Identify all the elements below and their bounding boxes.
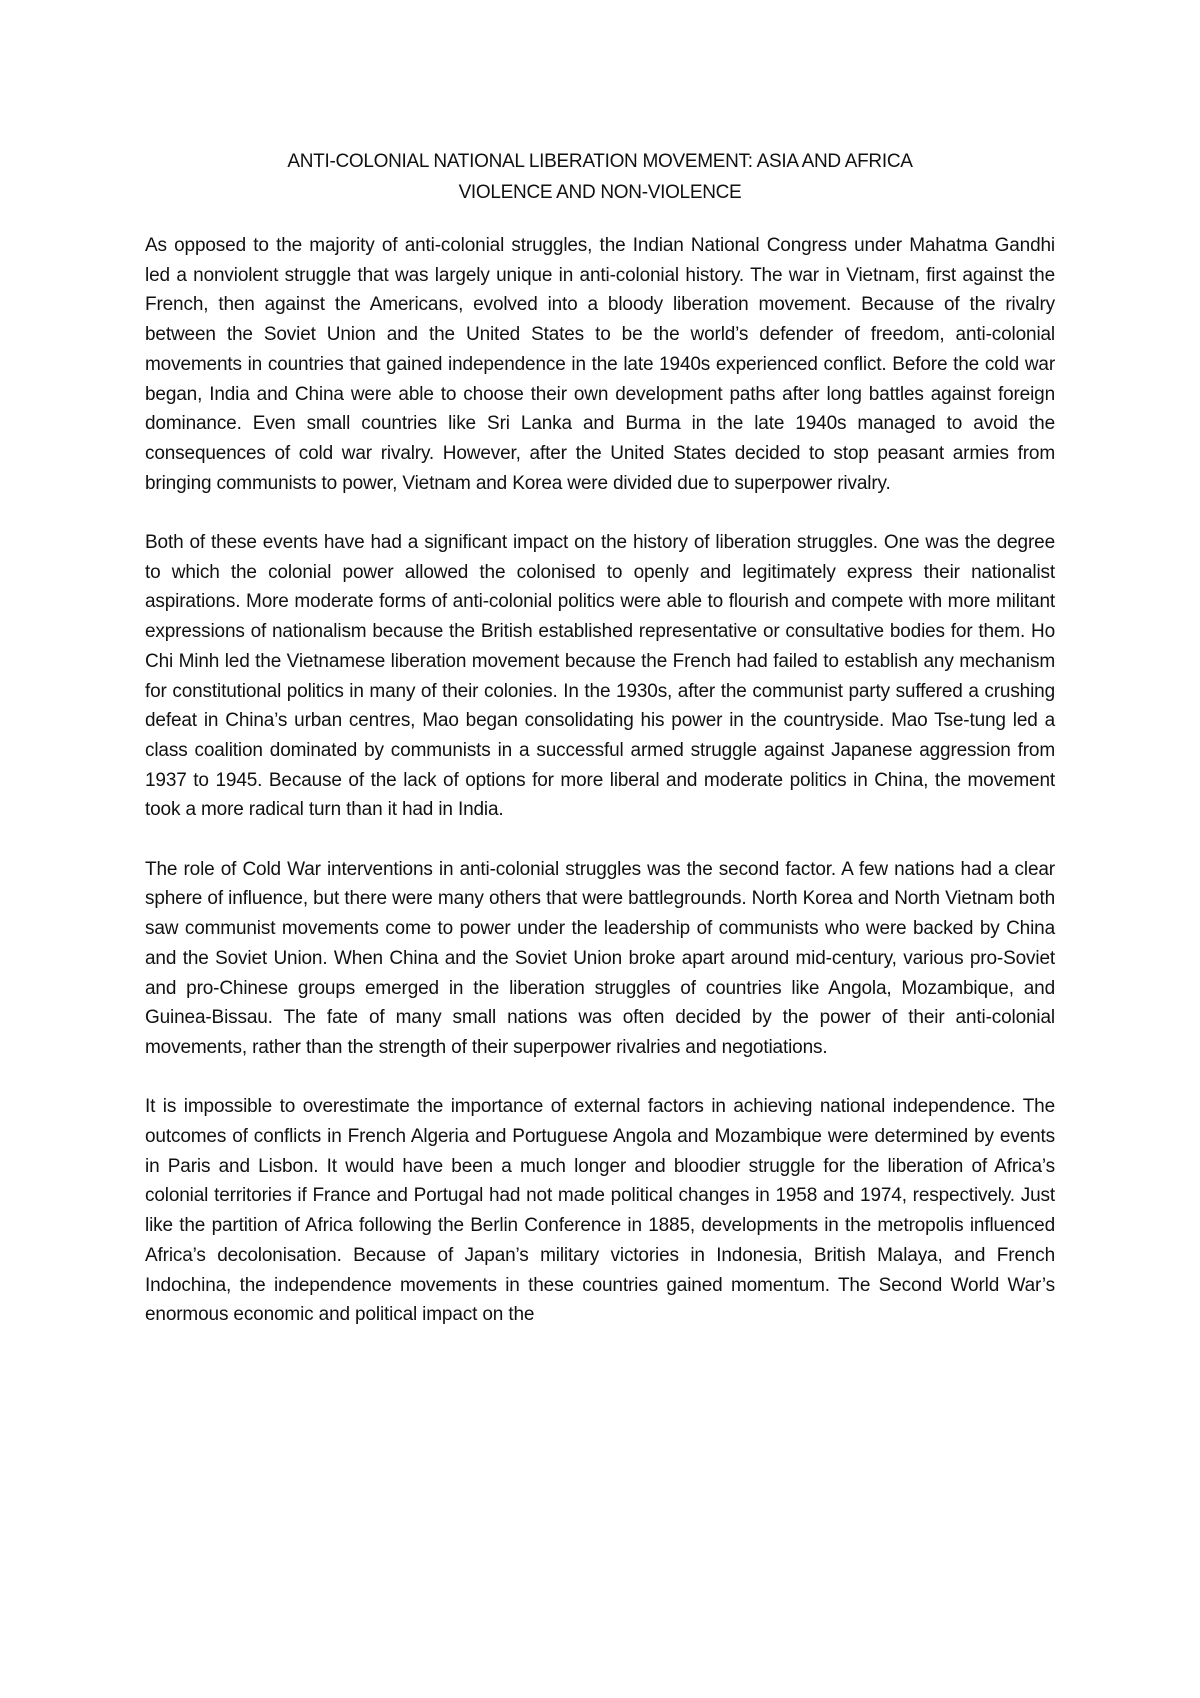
paragraph-2: Both of these events have had a significant impact on the history of liberation struggles. One was the degree to which the colonial power allowed the colonised to openly and legitimately express their nationalist aspirations. More moderate forms of anti-colonial politics were able to flourish and compete with more militant expressions of nationalism because the British established representative or consultative bodies for them. Ho Chi Minh led the Vietnamese liberation movement because the French had failed to establish any mechanism for constitutional politics in many of their colonies. In the 1930s, after the communist party suffered a crushing defeat in China’s urban centres, Mao began consolidating his power in the countryside. Mao Tse-tung led a class coalition dominated by communists in a successful armed struggle against Japanese aggression from 1937 to 1945. Because of the lack of options for more liberal and moderate politics in China, the movement took a more radical turn than it had in India. [145, 532, 1055, 821]
title-line-1: ANTI-COLONIAL NATIONAL LIBERATION MOVEMENT: ASIA AND AFRICA [287, 151, 913, 172]
paragraph-4: It is impossible to overestimate the importance of external factors in achieving national independence. The outcomes of conflicts in French Algeria and Portuguese Angola and Mozambique were determined by events in Paris and Lisbon. It would have been a much longer and bloodier struggle for the liberation of Africa’s colonial territories if France and Portugal had not made political changes in 1958 and 1974, respectively. Just like the partition of Africa following the Berlin Conference in 1885, developments in the metropolis influenced Africa’s decolonisation. Because of Japan’s military victories in Indonesia, British Malaya, and French Indochina, the independence movements in these countries gained momentum. The Second World War’s enormous economic and political impact on the [145, 1096, 1055, 1326]
document-body [145, 231, 1055, 1360]
document-heading [145, 146, 1055, 208]
title-line-2: VIOLENCE AND NON-VIOLENCE [458, 182, 742, 203]
paragraph-3: The role of Cold War interventions in anti-colonial struggles was the second factor. A few nations had a clear sphere of influence, but there were many others that were battlegrounds. North Korea and North Vietnam both saw communist movements come to power under the leadership of communists who were backed by China and the Soviet Union. When China and the Soviet Union broke apart around mid-century, various pro-Soviet and pro-Chinese groups emerged in the liberation struggles of countries like Angola, Mozambique, and Guinea-Bissau. The fate of many small nations was often decided by the power of their anti-colonial movements, rather than the strength of their superpower rivalries and negotiations. [145, 858, 1055, 1058]
paragraph-1: As opposed to the majority of anti-colonial struggles, the Indian National Congress under Mahatma Gandhi led a nonviolent struggle that was largely unique in anti-colonial history. The war in Vietnam, first against the French, then against the Americans, evolved into a bloody liberation movement. Because of the rivalry between the Soviet Union and the United States to be the world’s defender of freedom, anti-colonial movements in countries that gained independence in the late 1940s experienced conflict. Before the cold war began, India and China were able to choose their own development paths after long battles against foreign dominance. Even small countries like Sri Lanka and Burma in the late 1940s managed to avoid the consequences of cold war rivalry. However, after the United States decided to stop peasant armies from bringing communists to power, Vietnam and Korea were divided due to superpower rivalry. [145, 235, 1055, 494]
